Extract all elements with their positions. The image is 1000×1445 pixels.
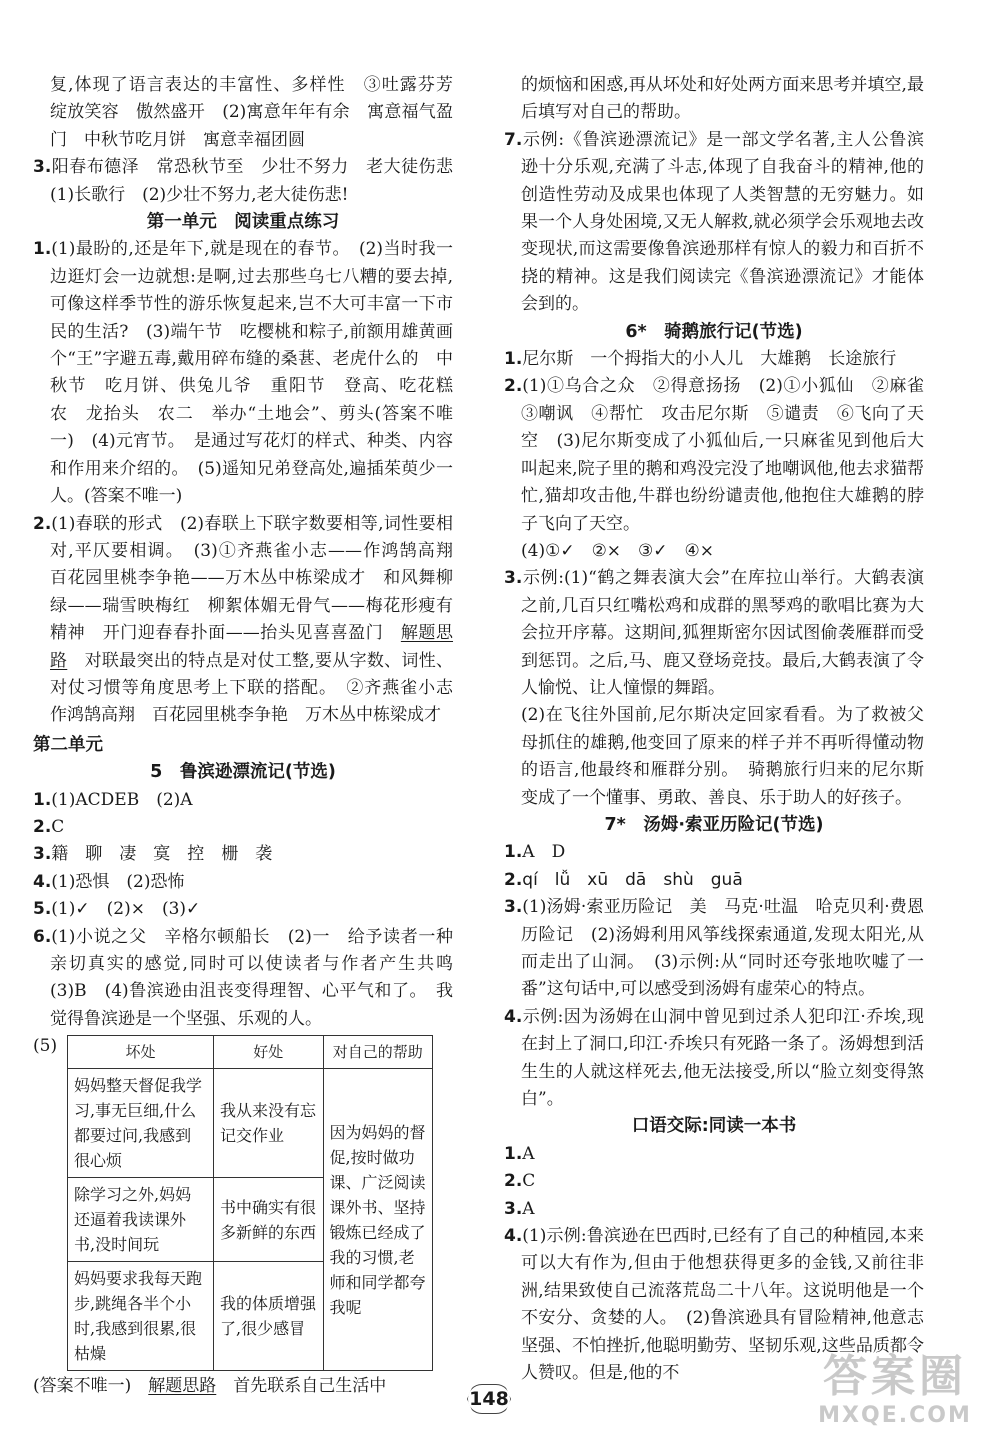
l6-answer-3 [504, 565, 924, 702]
l6-answer-1 [504, 346, 924, 373]
continued-answer: 的烦恼和困惑,再从坏处和好处两方面来思考并填空,最后填写对自己的帮助。 [521, 75, 924, 123]
oral-answer-1 [504, 1141, 924, 1168]
answer-text: 示例:(1)“鹤之舞表演大会”在库拉山举行。大鹤表演之前,几百只红嘴松鸡和成群的黑琴鸡的歌唱比赛为大会拉开序幕。这期间,狐狸斯密尔因试图偷袭雁群而受到惩罚。之后,马、鹿又登场竞技。最后,大鹤表演了令人愉悦、让人憧憬的舞蹈。 [521, 568, 924, 698]
answer-table-block [33, 1035, 453, 1371]
table-cell: 我从来没有忘记交作业 [214, 1069, 324, 1178]
answer-text: A [522, 1198, 535, 1219]
table-footnote [33, 1373, 453, 1400]
table-cell-help: 因为妈妈的督促,按时做功课、广泛阅读课外书、坚持锻炼已经成了我的习惯,老师和同学都夸我呢 [323, 1069, 433, 1371]
table-header-row [68, 1036, 433, 1069]
table-cell: 妈妈整天督促我学习,事无巨细,什么都要过问,我感到很心烦 [68, 1069, 214, 1178]
lesson-title-7: 7* 汤姆·索亚历险记(节选) [604, 814, 824, 835]
l5-answer-2 [33, 814, 453, 841]
l5-answer-4 [33, 869, 453, 896]
table-cell: 书中确实有很多新鲜的东西 [214, 1178, 324, 1262]
l6-answer-2 [504, 373, 941, 537]
question-number: 4. [504, 1226, 523, 1247]
l7-answer-3 [504, 894, 924, 1004]
answer-text: C [51, 816, 65, 837]
watermark-logo [800, 1351, 990, 1441]
table-header: 对自己的帮助 [323, 1036, 433, 1069]
l5-answer-6 [33, 924, 470, 1034]
question-number: 4. [504, 1006, 523, 1027]
answer-text: (1)✓ (2)× (3)✓ [51, 899, 201, 920]
question-number: 3. [504, 1198, 523, 1219]
answer-text: (1)示例:鲁滨逊在巴西时,已经有了自己的种植园,本来可以大有作为,但由于他想获得更多的金钱,又前往非洲,结果致使自己流落荒岛二十八年。这说明他是一个不安分、贪婪的人。 (2)鲁滨逊具有冒险精神,他意志坚强、不怕挫折,他聪明勤劳、坚韧乐观,这些品质都令人赞叹。但是,他的不 [521, 1226, 924, 1384]
question-number: 6. [33, 926, 52, 947]
answer-1 [33, 236, 470, 510]
question-number: 1. [504, 1143, 523, 1164]
question-number: 1. [504, 842, 523, 863]
left-column [33, 72, 470, 1401]
table-header: 坏处 [68, 1036, 214, 1069]
answer-text: (1)最盼的,还是年下,就是现在的春节。 (2)当时我一边逛灯会一边就想:是啊,过去那些乌七八糟的要去掉,可像这样季节性的游乐恢复起来,岂不大可丰富一下市民的生活? (3)端午节 吃樱桃和粽子,前额用雄黄画个“王”字避五毒,戴用碎布缝的桑葚、老虎什么的 中秋节 吃月饼、供兔儿爷 重阳节 登高、吃花糕 农 龙抬头 农二 举办“土地会”、剪头(答案不唯一) (4)元宵节。 是通过写花灯的样式、种类、内容和作用来介绍的。 (5)遥知兄弟登高处,遍插茱萸少一人。(答案不唯一) [50, 239, 470, 507]
answer-text: (1)ACDEB (2)A [51, 789, 193, 810]
l7-answer-2 [504, 867, 924, 894]
question-number: 1. [33, 789, 52, 810]
question-number: 3. [33, 157, 52, 178]
table-header: 好处 [214, 1036, 324, 1069]
l5-answer-3 [33, 841, 453, 868]
answer-text: 尼尔斯 一个拇指大的小人儿 大雄鹅 长途旅行 [522, 349, 897, 370]
answer-text: 阳春布德泽 常恐秋节至 少壮不努力 老大徒伤悲 (1)长歌行 (2)少壮不努力,老大徒伤悲! [50, 157, 470, 205]
question-number: 3. [33, 844, 52, 865]
question-number: 2. [33, 816, 52, 837]
l6-answer-2-4: (4)①✓ ②× ③✓ ④× [521, 540, 715, 561]
continued-answer: 复,体现了语言表达的丰富性、多样性 ③吐露芬芳 绽放笑容 傲然盛开 (2)寓意年年有余 寓意福气盈门 中秋节吃月饼 寓意幸福团圆 [50, 75, 470, 150]
page-number: 148 [467, 1384, 511, 1414]
question-number: 7. [504, 129, 523, 150]
answer-2 [33, 511, 470, 730]
l5-answer-5 [33, 896, 453, 923]
lesson-title-6: 6* 骑鹅旅行记(节选) [625, 321, 803, 342]
oral-answer-3 [504, 1196, 924, 1223]
answer-text: (1)小说之父 辛格尔顿船长 (2)一 给予读者一种亲切真实的感觉,同时可以使读者与作者产生共鸣 (3)B (4)鲁滨逊由沮丧变得理智、心平气和了。 我觉得鲁滨逊是一个坚强、乐观的人。 [50, 926, 470, 1029]
answer-text: (1)①乌合之众 ②得意扬扬 (2)①小狐仙 ②麻雀 ③嘲讽 ④帮忙 攻击尼尔斯 ⑤谴责 ⑥飞向了天空 (3)尼尔斯变成了小狐仙后,一只麻雀见到他后大叫起来,院子里的鹅和鸡没完没了地嘲讽他,他去求猫帮忙,猫却攻击他,牛群也纷纷谴责他,他抱住大雄鹅的脖子飞向了天空。 [521, 376, 941, 534]
solution-hint-label: 解题思路 [148, 1376, 217, 1397]
l7-answer-1 [504, 839, 924, 866]
question-number: 3. [504, 568, 523, 589]
question-number: 1. [33, 239, 52, 260]
answer-text: 首先联系自己生活中 [216, 1376, 387, 1397]
answer-text: 对联最突出的特点是对仗工整,要从字数、词性、对仗习惯等角度思考上下联的搭配。 ②齐燕雀小志 作鸿鹄高翔 百花园里桃李争艳 万木丛中栋梁成才 [50, 650, 470, 726]
l5-answer-1 [33, 787, 453, 814]
question-number: 2. [33, 513, 52, 534]
question-number: 3. [504, 897, 523, 918]
answer-text: (1)汤姆·索亚历险记 美 马克·吐温 哈克贝利·费恩历险记 (2)汤姆利用风筝线探索通道,发现太阳光,从而走出了山洞。 (3)示例:从“同时还夸张地吹嘘了一番”这句话中,可以感受到汤姆有虚荣心的特点。 [521, 897, 924, 1000]
lesson-title-5: 5 鲁滨逊漂流记(节选) [150, 762, 336, 783]
answer-text: qí lǚ xū dā shù guā [522, 869, 743, 890]
table-row [68, 1069, 433, 1178]
answer-table [67, 1035, 433, 1371]
l6-answer-3-b: (2)在飞往外国前,尼尔斯决定回家看看。为了救被父母抓住的雄鹅,他变回了原来的样子并不再听得懂动物的语言,他最终和雁群分别。 骑鹅旅行归来的尼尔斯变成了一个懂事、勇敢、善良、乐于助人的好孩子。 [521, 705, 924, 808]
table-cell: 除学习之外,妈妈还逼着我读课外书,没时间玩 [68, 1178, 214, 1262]
l7-answer-4 [504, 1004, 924, 1114]
answer-text: (1)春联的形式 (2)春联上下联字数要相等,词性要相对,平仄要相调。 (3)①齐燕雀小志——作鸿鹄高翔 百花园里桃李争艳——万木丛中栋梁成才 和风舞柳绿——瑞雪映梅红 柳絮体媚无骨气——梅花形瘦有精神 开门迎春春扑面——抬头见喜喜盈门 [50, 513, 470, 644]
watermark-text: 答案圈 [823, 1351, 967, 1402]
answer-3 [33, 154, 470, 209]
section-title-oral: 口语交际:同读一本书 [631, 1116, 797, 1137]
right-column [504, 72, 941, 1388]
answer-text: C [522, 1171, 536, 1192]
answer-text: (1)恐惧 (2)恐怖 [51, 871, 185, 892]
table-cell: 我的体质增强了,很少感冒 [214, 1262, 324, 1371]
question-number: 1. [504, 349, 523, 370]
unit-title-unit2: 第二单元 [33, 734, 103, 755]
table-cell: 妈妈要求我每天跑步,跳绳各半个小时,我感到很累,很枯燥 [68, 1262, 214, 1371]
question-number: 5. [33, 899, 52, 920]
answer-text: 示例:《鲁滨逊漂流记》是一部文学名著,主人公鲁滨逊十分乐观,充满了斗志,体现了自我奋斗的精神,他的创造性劳动及成果也体现了人类智慧的无穷魅力。如果一个人身处困境,又无人解救,就必须学会乐观地去改变现状,而这需要像鲁滨逊那样有惊人的毅力和百折不挠的精神。这是我们阅读完《鲁滨逊漂流记》才能体会到的。 [521, 129, 924, 315]
oral-answer-2 [504, 1168, 924, 1195]
table-number: (5) [33, 1036, 58, 1057]
solution-hint-label: 解题思路 [50, 623, 454, 671]
section-title-unit1-reading: 第一单元 阅读重点练习 [146, 212, 340, 233]
answer-text: (答案不唯一) [33, 1376, 149, 1397]
question-number: 4. [33, 871, 52, 892]
answer-text: 示例:因为汤姆在山洞中曾见到过杀人犯印江·乔埃,现在封上了洞口,印江·乔埃只有死路一条了。汤姆想到活生生的人就这样死去,他无法接受,所以“脸立刻变得煞白”。 [521, 1006, 924, 1110]
question-number: 2. [504, 376, 523, 397]
answer-text: A D [522, 842, 566, 863]
question-number: 2. [504, 1171, 523, 1192]
watermark-url: MXQE.COM [818, 1403, 972, 1428]
question-number: 2. [504, 869, 523, 890]
answer-text: 籍 聊 凄 寞 控 栅 袭 [51, 844, 273, 865]
l5-answer-7 [504, 127, 924, 319]
answer-text: A [522, 1143, 535, 1164]
